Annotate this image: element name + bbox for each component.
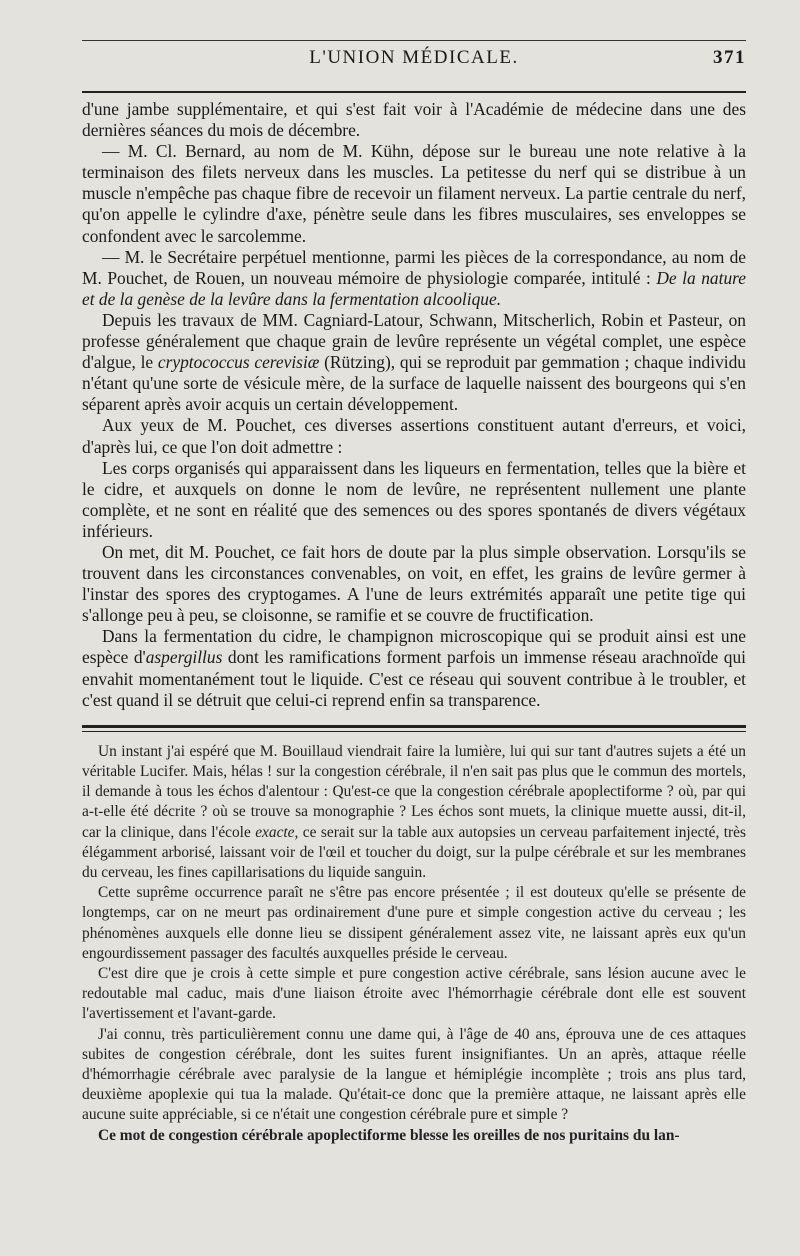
text-run: (Rützing), qui se reproduit par gemmation ; chaque individu n'étant qu'une sorte de vésicule mère, de la surface de laquelle naissent des bourgeons qui s'en séparent après avoir acquis un certain développement. — [82, 352, 746, 415]
running-title: L'UNION MÉDICALE. — [309, 47, 519, 68]
paragraph: On met, dit M. Pouchet, ce fait hors de doute par la plus simple observation. Lorsqu'ils se trouvent dans les circonstances convenables, on voit, en effet, les grains de levûre germer à l'instar des spores des cryptogames. A l'une de leurs extrémités apparaît une petite tige qui s'allonge peu à peu, se cloisonne, se ramifie et se couvre de fructification. — [82, 541, 746, 626]
text-run: Depuis les travaux de MM. Cagniard-Latour, Schwann, Mitscherlich, Robin et Pasteur, on professe généralement que chaque grain de levûre représente un végétal complet, une espèce d'algue, le — [82, 309, 746, 373]
species-name: cryptococcus cerevisiæ — [157, 352, 320, 373]
text-run: Un instant j'ai espéré que M. Bouillaud viendrait faire la lumière, lui qui sur tant d'autres sujets a été un véritable Lucifer. Mais, hélas ! sur la congestion cérébrale, il n'en sait pas plus que le commun des mortels, il demande à tous les échos d'alentour : Qu'est-ce que la congestion cérébrale apoplectiforme ? où, par qui a-t-elle été décrite ? où se trouve sa monographie ? Les échos sont muets, la clinique muette aussi, dit-il, car la clinique, dans l'école — [82, 742, 746, 841]
paragraph — [82, 626, 746, 710]
running-header — [82, 47, 746, 77]
page-number: 371 — [713, 47, 746, 68]
feuilleton-separator — [82, 725, 746, 732]
paragraph: C'est dire que je crois à cette simple et pure congestion active cérébrale, sans lésion aucune avec le redoutable mal caduc, mais d'une liaison étroite avec l'hémorrhagie cérébrale dont elle est souvent l'avertissement et l'avant-garde. — [82, 964, 746, 1023]
paragraph: Cette suprême occurrence paraît ne s'être pas encore présentée ; il est douteux qu'elle se présente de longtemps, car on ne meurt pas ordinairement d'une pure et simple congestion active du cerveau ; les phénomènes auxquels elle donne lieu se dissipent généralement assez vite, ne laissant après eux qu'un engourdissement passager des facultés auxquelles préside le cerveau. — [82, 884, 746, 962]
genus-name: aspergillus — [145, 647, 223, 668]
paragraph — [82, 310, 746, 415]
paragraph — [82, 742, 746, 883]
paragraph: — M. Cl. Bernard, au nom de M. Kühn, dépose sur le bureau une note relative à la terminaison des filets nerveux dans les muscles. La petitesse du nerf qui se distribue à un muscle n'empêche pas chaque fibre de recevoir un filament nerveux. La partie centrale du nerf, qu'on appelle le cylindre d'axe, pénètre seule dans les fibres musculaires, ses enveloppes se confondent avec le sarcolemme. — [82, 141, 746, 246]
main-text — [82, 99, 746, 711]
paragraph: d'une jambe supplémentaire, et qui s'est fait voir à l'Académie de médecine dans une des dernières séances du mois de décembre. — [82, 99, 746, 141]
paragraph: Les corps organisés qui apparaissent dans les liqueurs en fermentation, telles que la bière et le cidre, et auxquels on donne le nom de levûre, ne représentent nullement une plante complète, et ne sont en réalité que des semences ou des spores spontanés de divers végétaux inférieurs. — [82, 457, 746, 541]
paragraph — [82, 247, 746, 310]
header-rule — [82, 91, 746, 93]
feuilleton — [82, 742, 746, 1146]
emphasis: exacte, — [255, 823, 299, 841]
paragraph: Aux yeux de M. Pouchet, ces diverses assertions constituent autant d'erreurs, et voici, d'après lui, ce que l'on doit admettre : — [82, 415, 746, 457]
text-run: ce serait sur la table aux autopsies un cerveau parfaitement injecté, très élégamment arborisé, laissant voir de l'œil et toucher du doigt, sur la pulpe cérébrale et sur les membranes du cerveau, les fines capillarisations du liquide sanguin. — [82, 823, 746, 881]
paragraph: Ce mot de congestion cérébrale apoplectiforme blesse les oreilles de nos puritains du lan- — [98, 1126, 680, 1144]
memoir-title: De la nature et de la genèse de la levûre dans la fermentation alcoolique. — [82, 267, 746, 309]
paragraph: J'ai connu, très particulièrement connu une dame qui, à l'âge de 40 ans, éprouva une de ces attaques subites de congestion cérébrale, dont les suites furent insignifiantes. Un an après, attaque réelle d'hémorrhagie cérébrale avec paralysie de la langue et hémiplégie incomplète ; trois ans plus tard, deuxième apoplexie qui tua la malade. Qu'était-ce donc que la première attaque, ne laissant après elle aucune suite appréciable, si ce n'était une congestion cérébrale pure et simple ? — [82, 1025, 746, 1124]
text-run: — M. le Secrétaire perpétuel mentionne, parmi les pièces de la correspondance, au nom de M. Pouchet, de Rouen, un nouveau mémoire de physiologie comparée, intitulé : — [82, 246, 746, 288]
text-run: dont les ramifications forment parfois un immense réseau arachnoïde qui envahit momentanément tout le liquide. C'est ce réseau qui souvent contribue à le troubler, et c'est quand il se détruit que celui-ci reprend enfin sa transparence. — [82, 647, 747, 710]
top-rule — [82, 40, 746, 41]
text-run: Dans la fermentation du cidre, le champignon microscopique qui se produit ainsi est une espèce d' — [82, 626, 746, 668]
